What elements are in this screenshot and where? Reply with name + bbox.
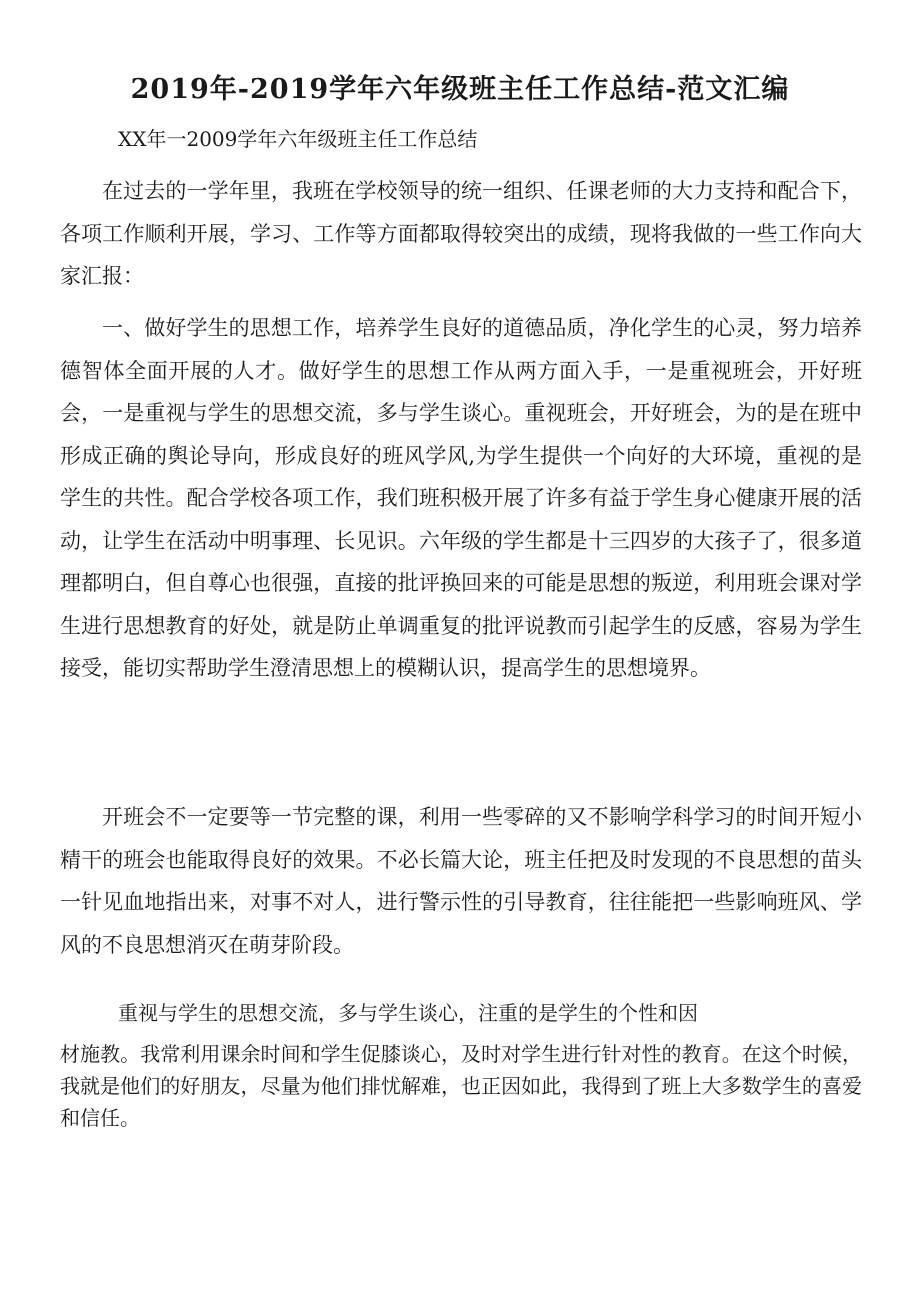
paragraph-communication-first-line: 重视与学生的思想交流，多与学生谈心，注重的是学生的个性和因	[118, 1001, 698, 1025]
document-subtitle: XX年一2009学年六年级班主任工作总结	[118, 127, 478, 151]
paragraph-class-meeting: 开班会不一定要等一节完整的课，利用一些零碎的又不影响学科学习的时间开短小精干的班会也能取得良好的效果。不必长篇大论，班主任把及时发现的不良思想的苗头一针见血地指出来，对事不对人，进行警示性的引导教育，往往能把一些影响班风、学风的不良思想消灭在萌芽阶段。	[60, 805, 862, 957]
document-title: 2019年-2019学年六年级班主任工作总结-范文汇编	[130, 74, 790, 105]
paragraph-intro: 在过去的一学年里，我班在学校领导的统一组织、任课老师的大力支持和配合下，各项工作顺利开展，学习、工作等方面都取得较突出的成绩，现将我做的一些工作向大家汇报：	[60, 179, 862, 288]
paragraph-communication-rest: 材施教。我常利用课余时间和学生促膝谈心，及时对学生进行针对性的教育。在这个时候，我就是他们的好朋友，尽量为他们排忧解难，也正因如此，我得到了班上大多数学生的喜爱和信任。	[60, 1042, 862, 1130]
paragraph-section-one: 一、做好学生的思想工作，培养学生良好的道德品质，净化学生的心灵，努力培养德智体全面开展的人才。做好学生的思想工作从两方面入手，一是重视班会，开好班会，一是重视与学生的思想交流，多与学生谈心。重视班会，开好班会，为的是在班中形成正确的舆论导向，形成良好的班风学风,为学生提供一个向好的大环境，重视的是学生的共性。配合学校各项工作，我们班积极开展了许多有益于学生身心健康开展的活动，让学生在活动中明事理、长见识。六年级的学生都是十三四岁的大孩子了，很多道理都明白，但自尊心也很强，直接的批评换回来的可能是思想的叛逆，利用班会课对学生进行思想教育的好处，就是防止单调重复的批评说教而引起学生的反感，容易为学生接受，能切实帮助学生澄清思想上的模糊认识，提高学生的思想境界。	[60, 316, 863, 680]
